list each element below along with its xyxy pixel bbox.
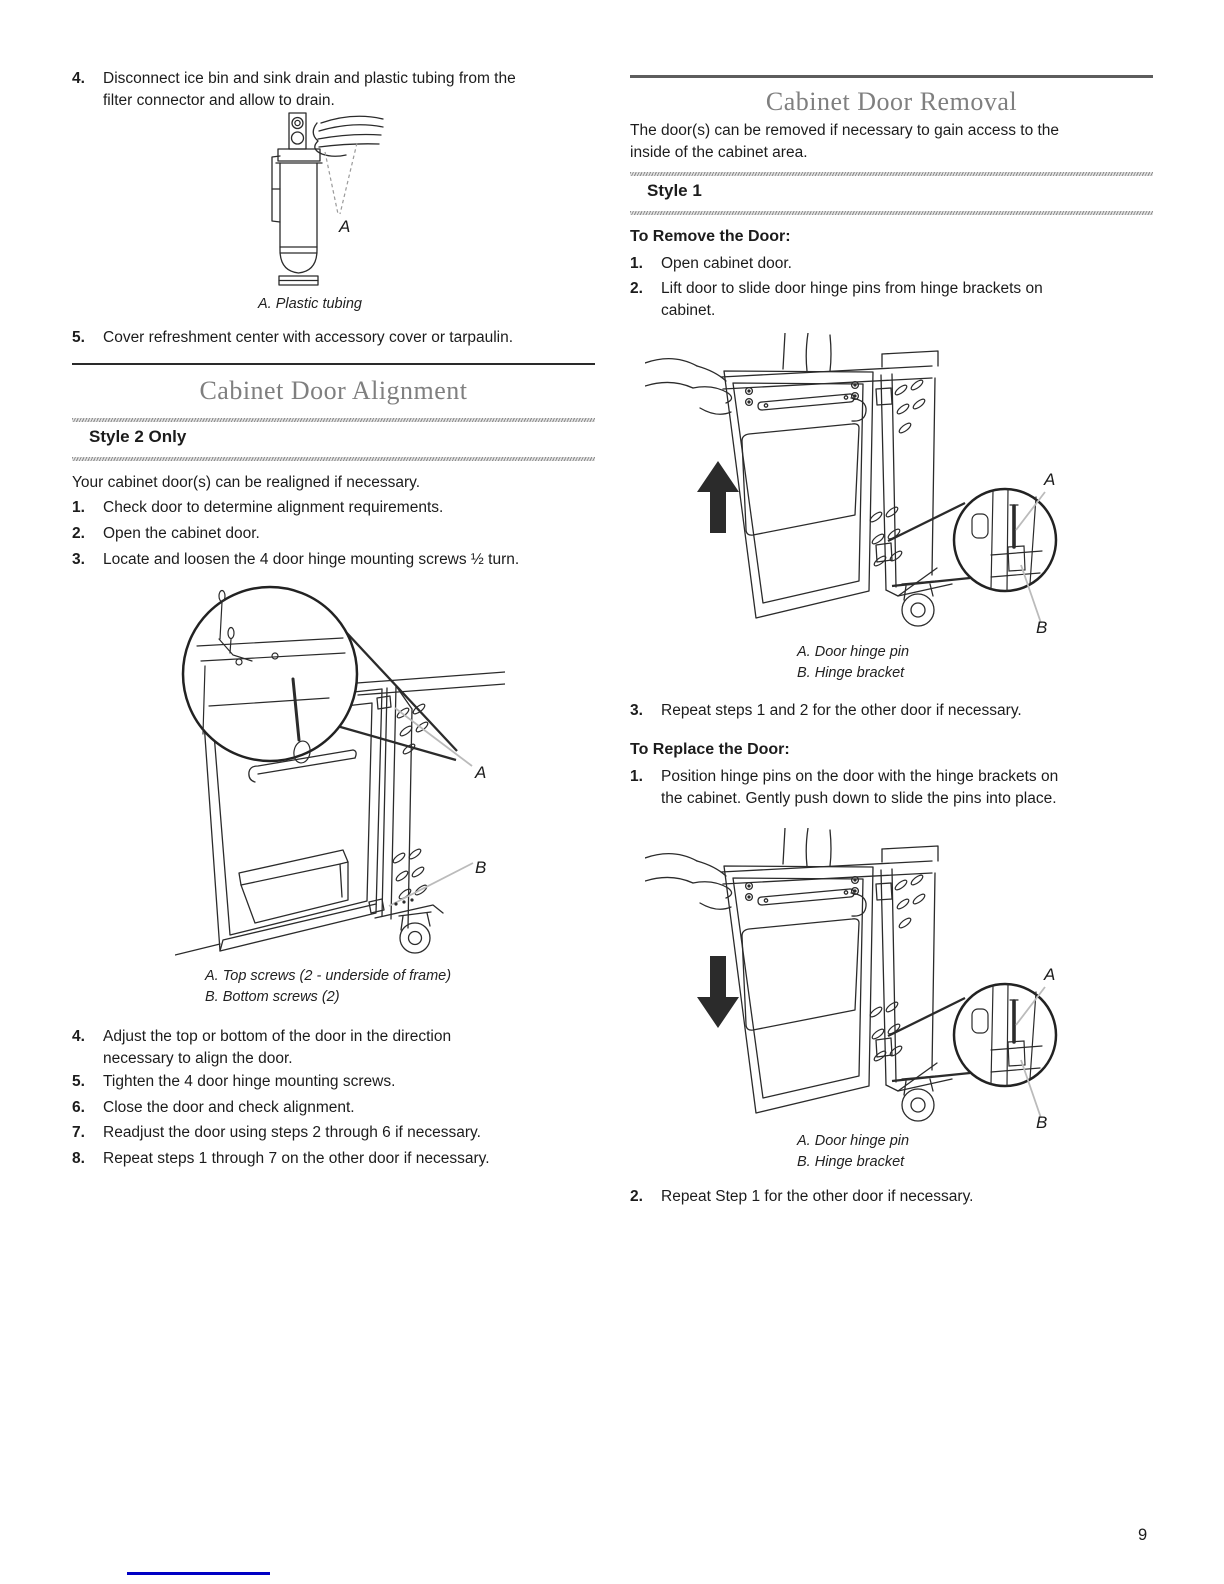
door-removal-figure: [645, 333, 1110, 643]
label-leader-lines: [389, 708, 473, 906]
align-step-7: 7. Readjust the door using steps 2 through 6 if necessary.: [72, 1124, 481, 1141]
label-b: B: [1036, 618, 1048, 637]
hand-illustration: [645, 359, 732, 415]
style-2-heading: Style 2 Only: [89, 427, 187, 446]
door-alignment-figure: [175, 582, 505, 972]
replace-step-2: 2. Repeat Step 1 for the other door if necessary.: [630, 1188, 974, 1205]
top-hinge: [377, 696, 391, 709]
tubing-pointer-lines: [325, 143, 357, 214]
alignment-intro: Your cabinet door(s) can be realigned if necessary.: [72, 474, 421, 491]
top-hinge: [876, 388, 892, 405]
label-a: A: [1044, 470, 1056, 489]
removal-intro: The door(s) can be removed if necessary to gain access to the inside of the cabinet area.: [630, 122, 1060, 161]
textured-rule: [630, 172, 1153, 176]
page-number: 9: [1138, 1526, 1148, 1544]
door-bin: [239, 850, 348, 923]
door-handle: [762, 889, 850, 897]
remove-door-heading: To Remove the Door:: [630, 228, 791, 245]
remove-step-2: 2. Lift door to slide door hinge pins from hinge brackets on cabinet.: [630, 280, 1043, 319]
caster-wheel: [902, 1089, 934, 1121]
filter-body: [280, 163, 317, 273]
section-title-removal: Cabinet Door Removal: [765, 87, 1018, 116]
removal-figure-caption: A. Door hinge pin B. Hinge bracket: [797, 644, 910, 681]
door-replace-figure: [645, 828, 1110, 1138]
top-hinge: [876, 883, 892, 900]
align-step-6: 6. Close the door and check alignment.: [72, 1099, 355, 1116]
left-step-4: [72, 68, 595, 111]
align-step-1: 1. Check door to determine alignment requirements.: [72, 499, 444, 516]
cabinet-door: [724, 371, 873, 618]
align-step-8: 8. Repeat steps 1 through 7 on the other door if necessary.: [72, 1150, 490, 1167]
section-title-alignment: Cabinet Door Alignment: [199, 376, 468, 405]
filter-figure-caption: A. Plastic tubing: [258, 296, 362, 312]
replace-step-1: 1. Position hinge pins on the door with the hinge brackets on the cabinet. Gently push down to slide the pins into place.: [630, 768, 1059, 807]
magnifier-circle: [183, 587, 357, 761]
textured-rule: [72, 418, 595, 422]
footer-rule: [127, 1572, 270, 1575]
arrow-up-icon: [697, 461, 739, 533]
arrow-down-icon: [697, 956, 739, 1028]
label-b: B: [1036, 1113, 1048, 1132]
remove-step-1: 1. Open cabinet door.: [630, 255, 792, 272]
textured-rule: [72, 457, 595, 461]
label-b: B: [475, 858, 487, 877]
label-a: A: [1044, 965, 1056, 984]
label-a: A: [339, 217, 351, 236]
textured-rule: [630, 211, 1153, 215]
step-text: Disconnect ice bin and sink drain and plastic tubing from the filter connector and allow to drain.: [103, 70, 516, 109]
door-handle: [762, 394, 850, 402]
cabinet-door: [724, 866, 873, 1113]
left-step-5: 5. Cover refreshment center with accessory cover or tarpaulin.: [72, 329, 514, 346]
replace-door-heading: To Replace the Door:: [630, 741, 790, 758]
section-divider: [630, 75, 1153, 78]
hand-illustration: [313, 116, 383, 156]
section-divider: [72, 363, 595, 365]
align-step-5: 5. Tighten the 4 door hinge mounting screws.: [72, 1073, 396, 1090]
step-number: 4.: [72, 70, 85, 87]
caster-wheel: [400, 923, 430, 953]
vent-slats: [869, 378, 926, 567]
align-step-3: 3. Locate and loosen the 4 door hinge mounting screws ½ turn.: [72, 551, 520, 568]
hand-illustration: [645, 854, 732, 910]
align-step-4: 4. Adjust the top or bottom of the door in the direction necessary to align the door.: [72, 1028, 452, 1067]
remove-step-3: 3. Repeat steps 1 and 2 for the other door if necessary.: [630, 702, 1022, 719]
water-filter-figure: [253, 110, 385, 296]
align-step-2: 2. Open the cabinet door.: [72, 525, 260, 542]
vent-slats: [869, 873, 926, 1062]
label-a: A: [475, 763, 487, 782]
alignment-figure-caption: A. Top screws (2 - underside of frame) B. Bottom screws (2): [205, 968, 452, 1005]
caster-wheel: [902, 594, 934, 626]
style-1-heading: Style 1: [647, 181, 702, 200]
replace-figure-caption: A. Door hinge pin B. Hinge bracket: [797, 1133, 910, 1170]
